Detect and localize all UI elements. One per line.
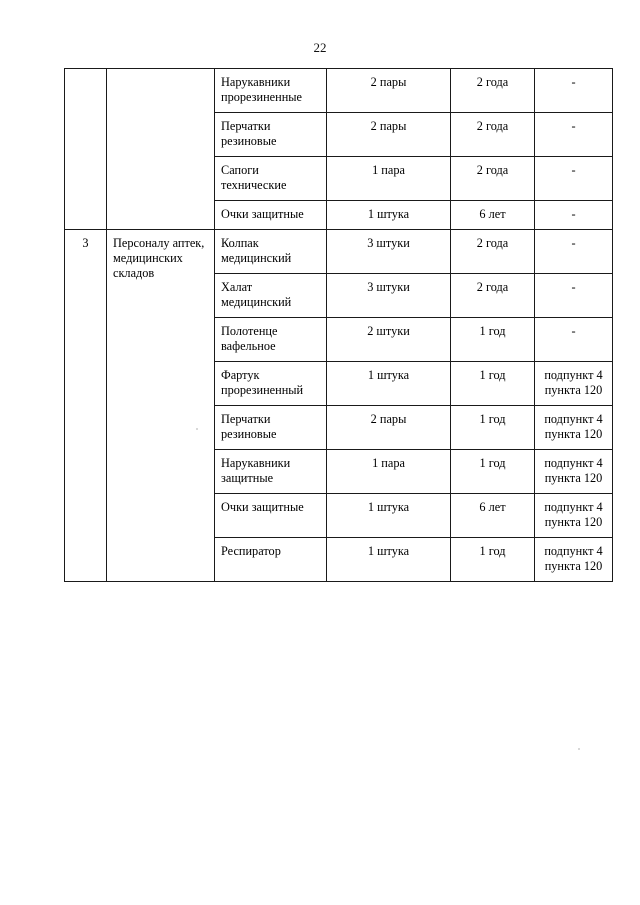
scan-artifact bbox=[578, 748, 580, 750]
cell-term: 1 год bbox=[451, 406, 535, 450]
page-number: 22 bbox=[313, 40, 327, 55]
cell-quantity: 2 штуки bbox=[327, 318, 451, 362]
cell-quantity: 3 штуки bbox=[327, 230, 451, 274]
cell-term: 2 года bbox=[451, 230, 535, 274]
cell-note: подпункт 4 пункта 120 bbox=[535, 494, 613, 538]
table-row bbox=[65, 230, 613, 274]
cell-term: 2 года bbox=[451, 157, 535, 201]
cell-item: Респиратор bbox=[215, 538, 327, 582]
cell-item: Полотенце вафельное bbox=[215, 318, 327, 362]
cell-note: - bbox=[535, 230, 613, 274]
cell-category: Персоналу аптек, медицинских складов bbox=[107, 230, 215, 582]
cell-item: Перчатки резиновые bbox=[215, 406, 327, 450]
cell-quantity: 1 штука bbox=[327, 494, 451, 538]
cell-note: - bbox=[535, 318, 613, 362]
cell-quantity: 2 пары bbox=[327, 406, 451, 450]
scan-artifact bbox=[196, 428, 198, 430]
cell-item: Очки защитные bbox=[215, 201, 327, 230]
cell-term: 1 год bbox=[451, 318, 535, 362]
cell-term: 2 года bbox=[451, 113, 535, 157]
cell-note: подпункт 4 пункта 120 bbox=[535, 406, 613, 450]
cell-item: Очки защитные bbox=[215, 494, 327, 538]
cell-quantity: 1 пара bbox=[327, 157, 451, 201]
cell-num: 3 bbox=[65, 230, 107, 582]
cell-term: 2 года bbox=[451, 69, 535, 113]
cell-note: - bbox=[535, 274, 613, 318]
cell-item: Нарукавники прорезиненные bbox=[215, 69, 327, 113]
cell-quantity: 1 штука bbox=[327, 201, 451, 230]
cell-item: Нарукавники защитные bbox=[215, 450, 327, 494]
cell-term: 1 год bbox=[451, 450, 535, 494]
cell-quantity: 1 пара bbox=[327, 450, 451, 494]
cell-note: подпункт 4 пункта 120 bbox=[535, 450, 613, 494]
cell-quantity: 1 штука bbox=[327, 362, 451, 406]
cell-quantity: 3 штуки bbox=[327, 274, 451, 318]
cell-note: подпункт 4 пункта 120 bbox=[535, 362, 613, 406]
cell-note: - bbox=[535, 113, 613, 157]
cell-item: Перчатки резиновые bbox=[215, 113, 327, 157]
table-body bbox=[65, 69, 613, 582]
cell-item: Халат медицинский bbox=[215, 274, 327, 318]
cell-term: 6 лет bbox=[451, 201, 535, 230]
cell-item: Колпак медицинский bbox=[215, 230, 327, 274]
table-container bbox=[64, 68, 612, 582]
cell-quantity: 2 пары bbox=[327, 69, 451, 113]
cell-item: Сапоги технические bbox=[215, 157, 327, 201]
cell-term: 1 год bbox=[451, 362, 535, 406]
cell-note: - bbox=[535, 157, 613, 201]
table-row bbox=[65, 69, 613, 113]
cell-note: - bbox=[535, 69, 613, 113]
cell-quantity: 2 пары bbox=[327, 113, 451, 157]
cell-quantity: 1 штука bbox=[327, 538, 451, 582]
cell-item: Фартук прорезиненный bbox=[215, 362, 327, 406]
cell-num bbox=[65, 69, 107, 230]
cell-term: 6 лет bbox=[451, 494, 535, 538]
cell-term: 1 год bbox=[451, 538, 535, 582]
equipment-issue-table bbox=[64, 68, 613, 582]
cell-category bbox=[107, 69, 215, 230]
cell-note: подпункт 4 пункта 120 bbox=[535, 538, 613, 582]
cell-term: 2 года bbox=[451, 274, 535, 318]
cell-note: - bbox=[535, 201, 613, 230]
